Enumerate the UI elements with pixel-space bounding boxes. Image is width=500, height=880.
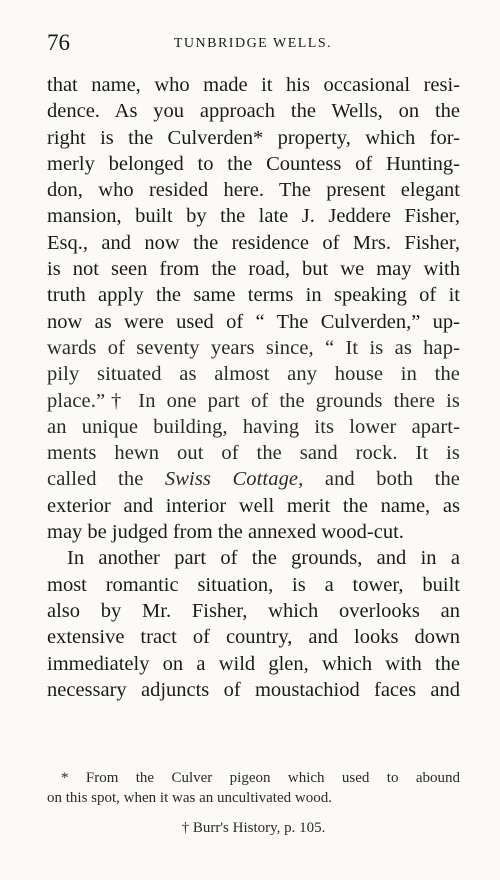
body-text: [47, 72, 460, 703]
text-line: wards of seventy years since, “ It is as hap-: [47, 336, 460, 359]
text-line: may be judged from the annexed wood-cut.: [47, 521, 404, 544]
text-line: mansion, built by the late J. Jeddere Fisher,: [47, 205, 460, 228]
text-line: that name, who made it his occasional resi-: [47, 74, 460, 96]
text-line: truth apply the same terms in speaking of it: [47, 284, 460, 307]
text-line: dence. As you approach the Wells, on the: [47, 100, 460, 123]
text-line: most romantic situation, is a tower, built: [47, 573, 460, 596]
page-header: [47, 28, 459, 58]
line-text-after: and both the: [303, 468, 460, 491]
footnote-culverden-continued: on this spot, when it was an uncultivated wood.: [47, 790, 332, 806]
text-line: place.”† In one part of the grounds there is: [47, 389, 460, 412]
swiss-cottage-italic: Swiss Cottage,: [164, 468, 304, 491]
text-line: Esq., and now the residence of Mrs. Fisher,: [47, 231, 460, 254]
footnote-culverden: * From the Culver pigeon which used to abound: [61, 770, 460, 786]
footnotes: [47, 768, 460, 838]
line-text-before: called the: [47, 468, 165, 491]
running-head: TUNBRIDGE WELLS.: [173, 36, 333, 51]
text-line: merly belonged to the Countess of Hunting-: [47, 152, 460, 175]
text-line: is not seen from the road, but we may with: [47, 258, 460, 281]
text-line: also by Mr. Fisher, which overlooks an: [47, 599, 460, 622]
text-line: necessary adjuncts of moustachiod faces and: [47, 678, 460, 701]
text-line: an unique building, having its lower apart-: [47, 415, 460, 438]
text-line: now as were used of “ The Culverden,” up-: [47, 310, 460, 333]
text-line: pily situated as almost any house in the: [47, 363, 460, 386]
text-line: right is the Culverden* property, which for-: [47, 126, 460, 149]
footnote-burr: † Burr's History, p. 105.: [181, 820, 326, 836]
text-line-swiss-cottage: [47, 466, 460, 492]
text-line: don, who resided here. The present elegant: [47, 179, 460, 202]
text-line: In another part of the grounds, and in a: [67, 547, 460, 570]
text-line: ments hewn out of the sand rock. It is: [47, 442, 460, 465]
text-line: immediately on a wild glen, which with the: [47, 652, 460, 675]
page-number: 76: [47, 30, 70, 55]
text-line: exterior and interior well merit the name, as: [47, 494, 460, 517]
text-line: extensive tract of country, and looks down: [47, 626, 460, 649]
